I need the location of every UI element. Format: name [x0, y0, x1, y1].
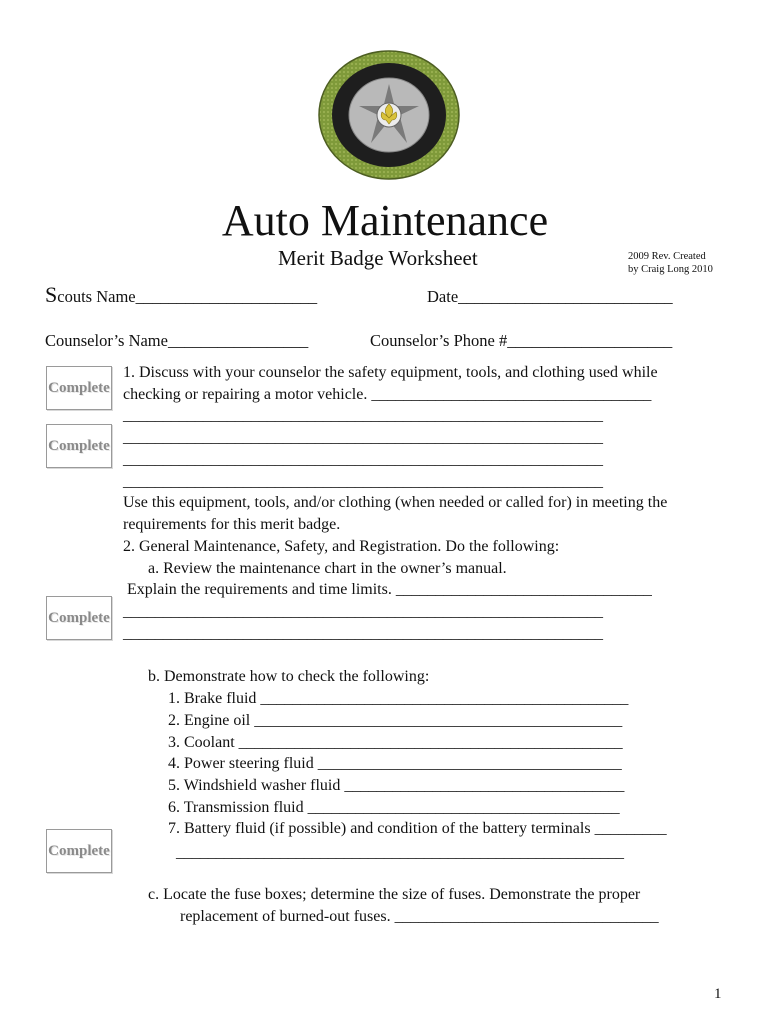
revision-line-2: by Craig Long 2010: [628, 264, 713, 275]
check-item-battery[interactable]: 7. Battery fluid (if possible) and condition of the battery terminals _________: [168, 820, 667, 837]
req2a-line[interactable]: Explain the requirements and time limits. ________________________________: [127, 581, 652, 598]
req1-note: requirements for this merit badge.: [123, 516, 341, 533]
counselor-phone-field[interactable]: Counselor’s Phone #____________________: [370, 331, 673, 350]
counselor-name-field[interactable]: Counselor’s Name_________________: [45, 331, 309, 350]
check-item-coolant[interactable]: 3. Coolant ________________________________________________: [168, 734, 623, 751]
answer-line[interactable]: ____________________________________________________________: [123, 625, 603, 642]
answer-line[interactable]: ____________________________________________________________: [123, 603, 603, 620]
complete-button-1[interactable]: [46, 366, 112, 410]
revision-note: [628, 250, 713, 276]
answer-line[interactable]: ____________________________________________________________: [123, 473, 603, 490]
req1-line[interactable]: checking or repairing a motor vehicle. ___________________________________: [123, 386, 652, 403]
check-item-power-steering[interactable]: 4. Power steering fluid ______________________________________: [168, 755, 622, 772]
check-item-engine-oil[interactable]: 2. Engine oil ______________________________________________: [168, 712, 623, 729]
complete-label: Complete: [48, 842, 110, 859]
answer-line[interactable]: ____________________________________________________________: [123, 407, 603, 424]
page-subtitle: Merit Badge Worksheet: [278, 246, 478, 270]
scout-name-initial: S: [45, 282, 58, 307]
complete-button-3[interactable]: [46, 596, 112, 640]
check-item-brake-fluid[interactable]: 1. Brake fluid ______________________________________________: [168, 690, 629, 707]
req2-heading: 2. General Maintenance, Safety, and Registration. Do the following:: [123, 538, 560, 555]
req2a-line: a. Review the maintenance chart in the owner’s manual.: [148, 560, 507, 577]
page-number: 1: [714, 986, 722, 1002]
req2b-heading: b. Demonstrate how to check the following:: [148, 668, 430, 685]
req1-line: 1. Discuss with your counselor the safety equipment, tools, and clothing used while: [123, 364, 658, 381]
complete-button-2[interactable]: [46, 424, 112, 468]
answer-line[interactable]: ____________________________________________________________: [123, 429, 603, 446]
req1-note: Use this equipment, tools, and/or clothing (when needed or called for) in meeting the: [123, 494, 668, 511]
merit-badge-logo: [318, 50, 460, 180]
date-field[interactable]: Date__________________________: [427, 287, 673, 306]
check-item-washer-fluid[interactable]: 5. Windshield washer fluid ___________________________________: [168, 777, 625, 794]
revision-line-1: 2009 Rev. Created: [628, 251, 706, 262]
scout-name-field[interactable]: [45, 282, 318, 307]
check-item-transmission[interactable]: 6. Transmission fluid _______________________________________: [168, 799, 620, 816]
req2c-line: c. Locate the fuse boxes; determine the size of fuses. Demonstrate the proper: [148, 886, 641, 903]
req2c-line[interactable]: replacement of burned-out fuses. _________________________________: [180, 908, 659, 925]
page-title: Auto Maintenance: [221, 196, 549, 245]
complete-label: Complete: [48, 609, 110, 626]
complete-label: Complete: [48, 437, 110, 454]
complete-label: Complete: [48, 379, 110, 396]
answer-line[interactable]: ____________________________________________________________: [123, 451, 603, 468]
scout-name-label: couts Name______________________: [57, 287, 318, 306]
complete-button-4[interactable]: [46, 829, 112, 873]
answer-line[interactable]: ________________________________________________________: [176, 844, 624, 861]
